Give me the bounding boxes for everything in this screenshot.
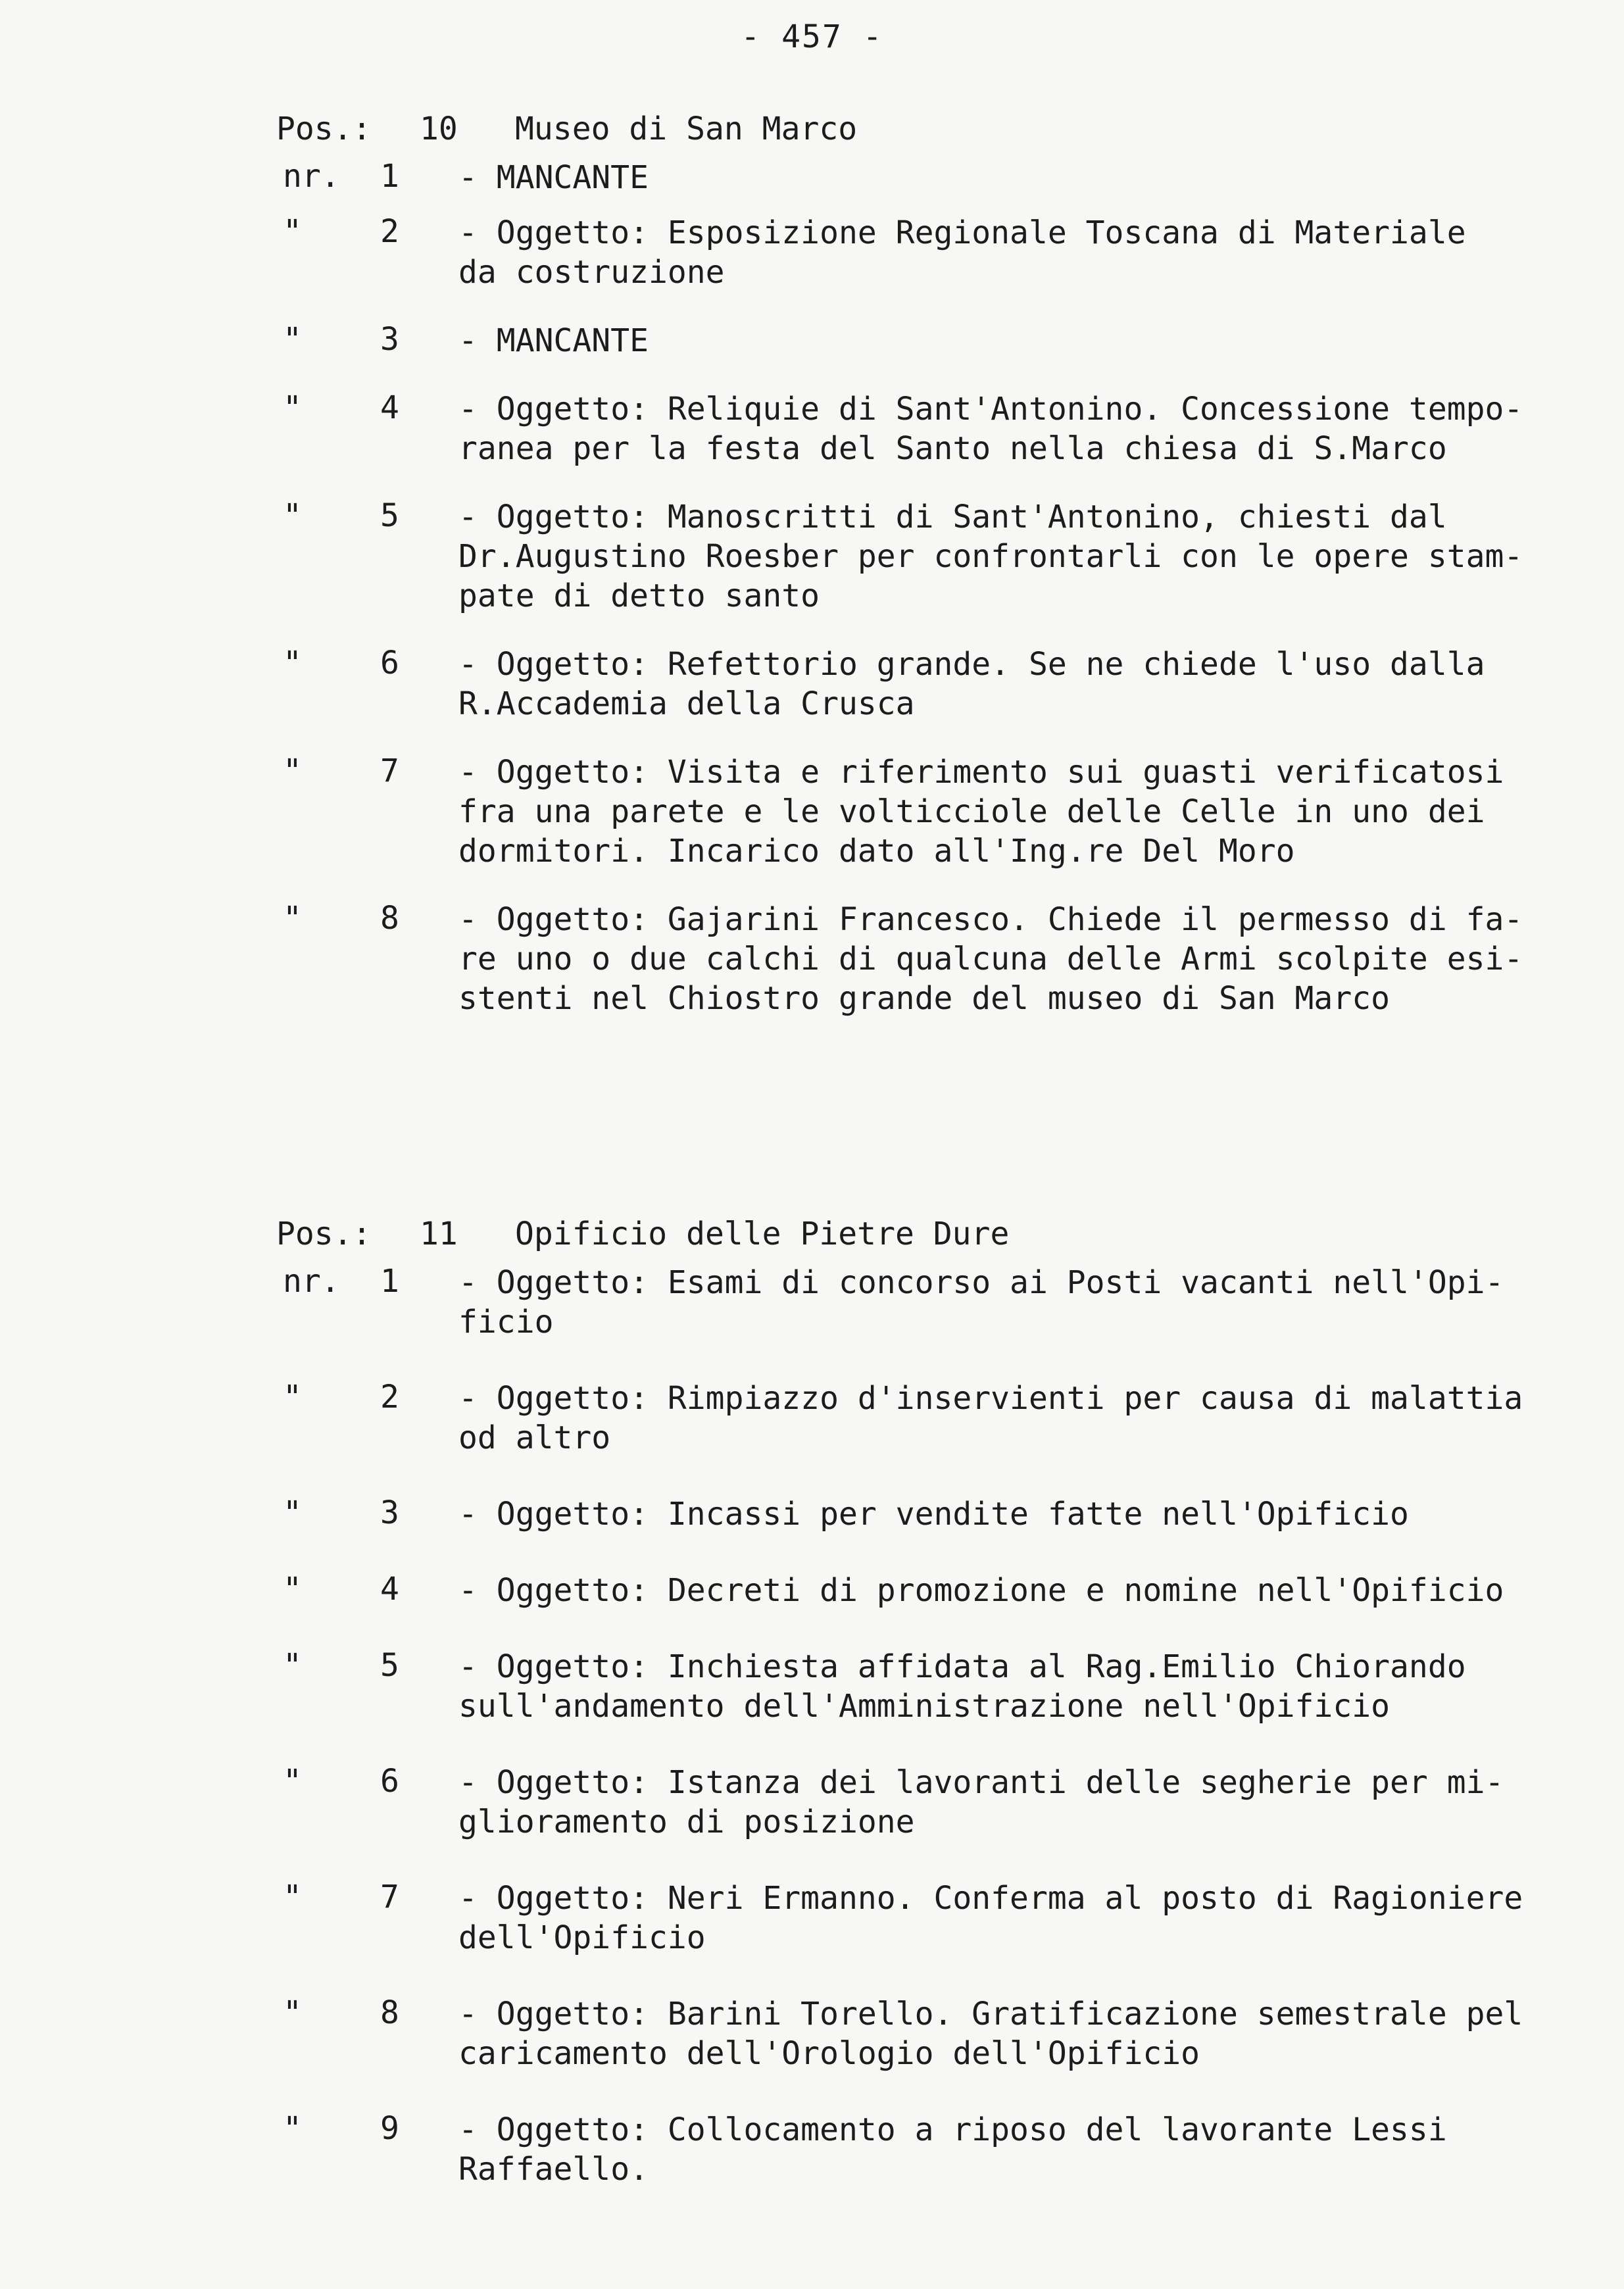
entry-number: 4 — [380, 389, 399, 426]
entry-number: 5 — [380, 497, 399, 534]
entry-prefix: " — [283, 213, 302, 250]
section-number: 11 — [420, 1216, 458, 1252]
entry-prefix: " — [283, 2110, 302, 2147]
section-header — [0, 1216, 1624, 1263]
entry-text: - MANCANTE — [458, 159, 649, 196]
entry-prefix: " — [283, 389, 302, 426]
list-item — [0, 2110, 1624, 2189]
entry-prefix: " — [283, 1494, 302, 1531]
section-museo-san-marco — [0, 111, 1624, 1047]
section-label: Pos.: — [276, 1216, 372, 1252]
entry-prefix: " — [283, 752, 302, 789]
entry-number: 1 — [380, 1263, 399, 1300]
entry-text: - Oggetto: Manoscritti di Sant'Antonino, chiesti dal Dr.Augustino Roesber per confrontarli con le opere stam- pate di detto santo — [458, 499, 1523, 614]
entry-prefix: " — [283, 900, 302, 937]
entry-prefix: nr. — [283, 158, 340, 195]
entry-number: 3 — [380, 1494, 399, 1531]
entry-list — [0, 158, 1624, 1018]
entry-number: 8 — [380, 900, 399, 937]
section-number: 10 — [420, 111, 458, 147]
entry-text: - Oggetto: Collocamento a riposo del lavorante Lessi Raffaello. — [458, 2111, 1447, 2188]
entry-text: - Oggetto: Visita e riferimento sui guasti verificatosi fra una parete e le volticciole delle Celle in uno dei dormitori. Incarico dato all'Ing.re Del Moro — [458, 754, 1504, 870]
list-item — [0, 1494, 1624, 1534]
entry-text: - Oggetto: Barini Torello. Gratificazione semestrale pel caricamento dell'Orologio dell'Opificio — [458, 1996, 1523, 2072]
entry-number: 1 — [380, 158, 399, 195]
entry-text: - Oggetto: Incassi per vendite fatte nell'Opificio — [458, 1496, 1409, 1533]
entry-text: - Oggetto: Decreti di promozione e nomine nell'Opificio — [458, 1572, 1504, 1609]
list-item — [0, 1879, 1624, 1957]
section-label: Pos.: — [276, 111, 372, 147]
section-title: Opificio delle Pietre Dure — [515, 1216, 1010, 1252]
entry-prefix: " — [283, 1763, 302, 1800]
entry-number: 6 — [380, 1763, 399, 1800]
section-header — [0, 111, 1624, 158]
list-item — [0, 213, 1624, 292]
list-item — [0, 1263, 1624, 1342]
entry-text: - Oggetto: Gajarini Francesco. Chiede il permesso di fa- re uno o due calchi di qualcuna delle Armi scolpite esi- stenti nel Chiostro grande del museo di San Marco — [458, 901, 1523, 1017]
entry-text: - Oggetto: Esposizione Regionale Toscana di Materiale da costruzione — [458, 214, 1466, 291]
entry-text: - Oggetto: Reliquie di Sant'Antonino. Concessione tempo- ranea per la festa del Santo nella chiesa di S.Marco — [458, 391, 1523, 467]
list-item — [0, 1994, 1624, 2073]
list-item — [0, 158, 1624, 197]
entry-number: 9 — [380, 2110, 399, 2147]
entry-prefix: " — [283, 1379, 302, 1415]
entry-prefix: " — [283, 1994, 302, 2031]
list-item — [0, 1763, 1624, 1842]
section-opificio-pietre-dure — [0, 1216, 1624, 2226]
entry-number: 7 — [380, 752, 399, 789]
section-title: Museo di San Marco — [515, 111, 858, 147]
list-item — [0, 497, 1624, 616]
entry-text: - Oggetto: Rimpiazzo d'inservienti per causa di malattia od altro — [458, 1380, 1523, 1456]
entry-prefix: " — [283, 1647, 302, 1684]
entry-number: 4 — [380, 1571, 399, 1608]
page-number: - 457 - — [741, 18, 883, 55]
entry-number: 7 — [380, 1879, 399, 1915]
entry-number: 3 — [380, 321, 399, 358]
entry-prefix: nr. — [283, 1263, 340, 1300]
entry-text: - Oggetto: Inchiesta affidata al Rag.Emilio Chiorando sull'andamento dell'Amministrazione nell'Opificio — [458, 1648, 1466, 1725]
list-item — [0, 321, 1624, 360]
entry-number: 8 — [380, 1994, 399, 2031]
list-item — [0, 1379, 1624, 1458]
entry-text: - Oggetto: Esami di concorso ai Posti vacanti nell'Opi- ficio — [458, 1264, 1504, 1341]
entry-prefix: " — [283, 645, 302, 681]
list-item — [0, 1571, 1624, 1610]
entry-list — [0, 1263, 1624, 2189]
entry-prefix: " — [283, 1571, 302, 1608]
entry-number: 2 — [380, 213, 399, 250]
entry-text: - Oggetto: Neri Ermanno. Conferma al posto di Ragioniere dell'Opificio — [458, 1880, 1523, 1956]
list-item — [0, 1647, 1624, 1726]
entry-number: 6 — [380, 645, 399, 681]
list-item — [0, 900, 1624, 1018]
entry-prefix: " — [283, 321, 302, 358]
entry-number: 2 — [380, 1379, 399, 1415]
entry-number: 5 — [380, 1647, 399, 1684]
entry-prefix: " — [283, 497, 302, 534]
entry-text: - Oggetto: Istanza dei lavoranti delle segherie per mi- glioramento di posizione — [458, 1764, 1504, 1840]
entry-text: - Oggetto: Refettorio grande. Se ne chiede l'uso dalla R.Accademia della Crusca — [458, 646, 1485, 722]
list-item — [0, 645, 1624, 724]
list-item — [0, 389, 1624, 468]
entry-text: - MANCANTE — [458, 322, 649, 359]
entry-prefix: " — [283, 1879, 302, 1915]
list-item — [0, 752, 1624, 871]
